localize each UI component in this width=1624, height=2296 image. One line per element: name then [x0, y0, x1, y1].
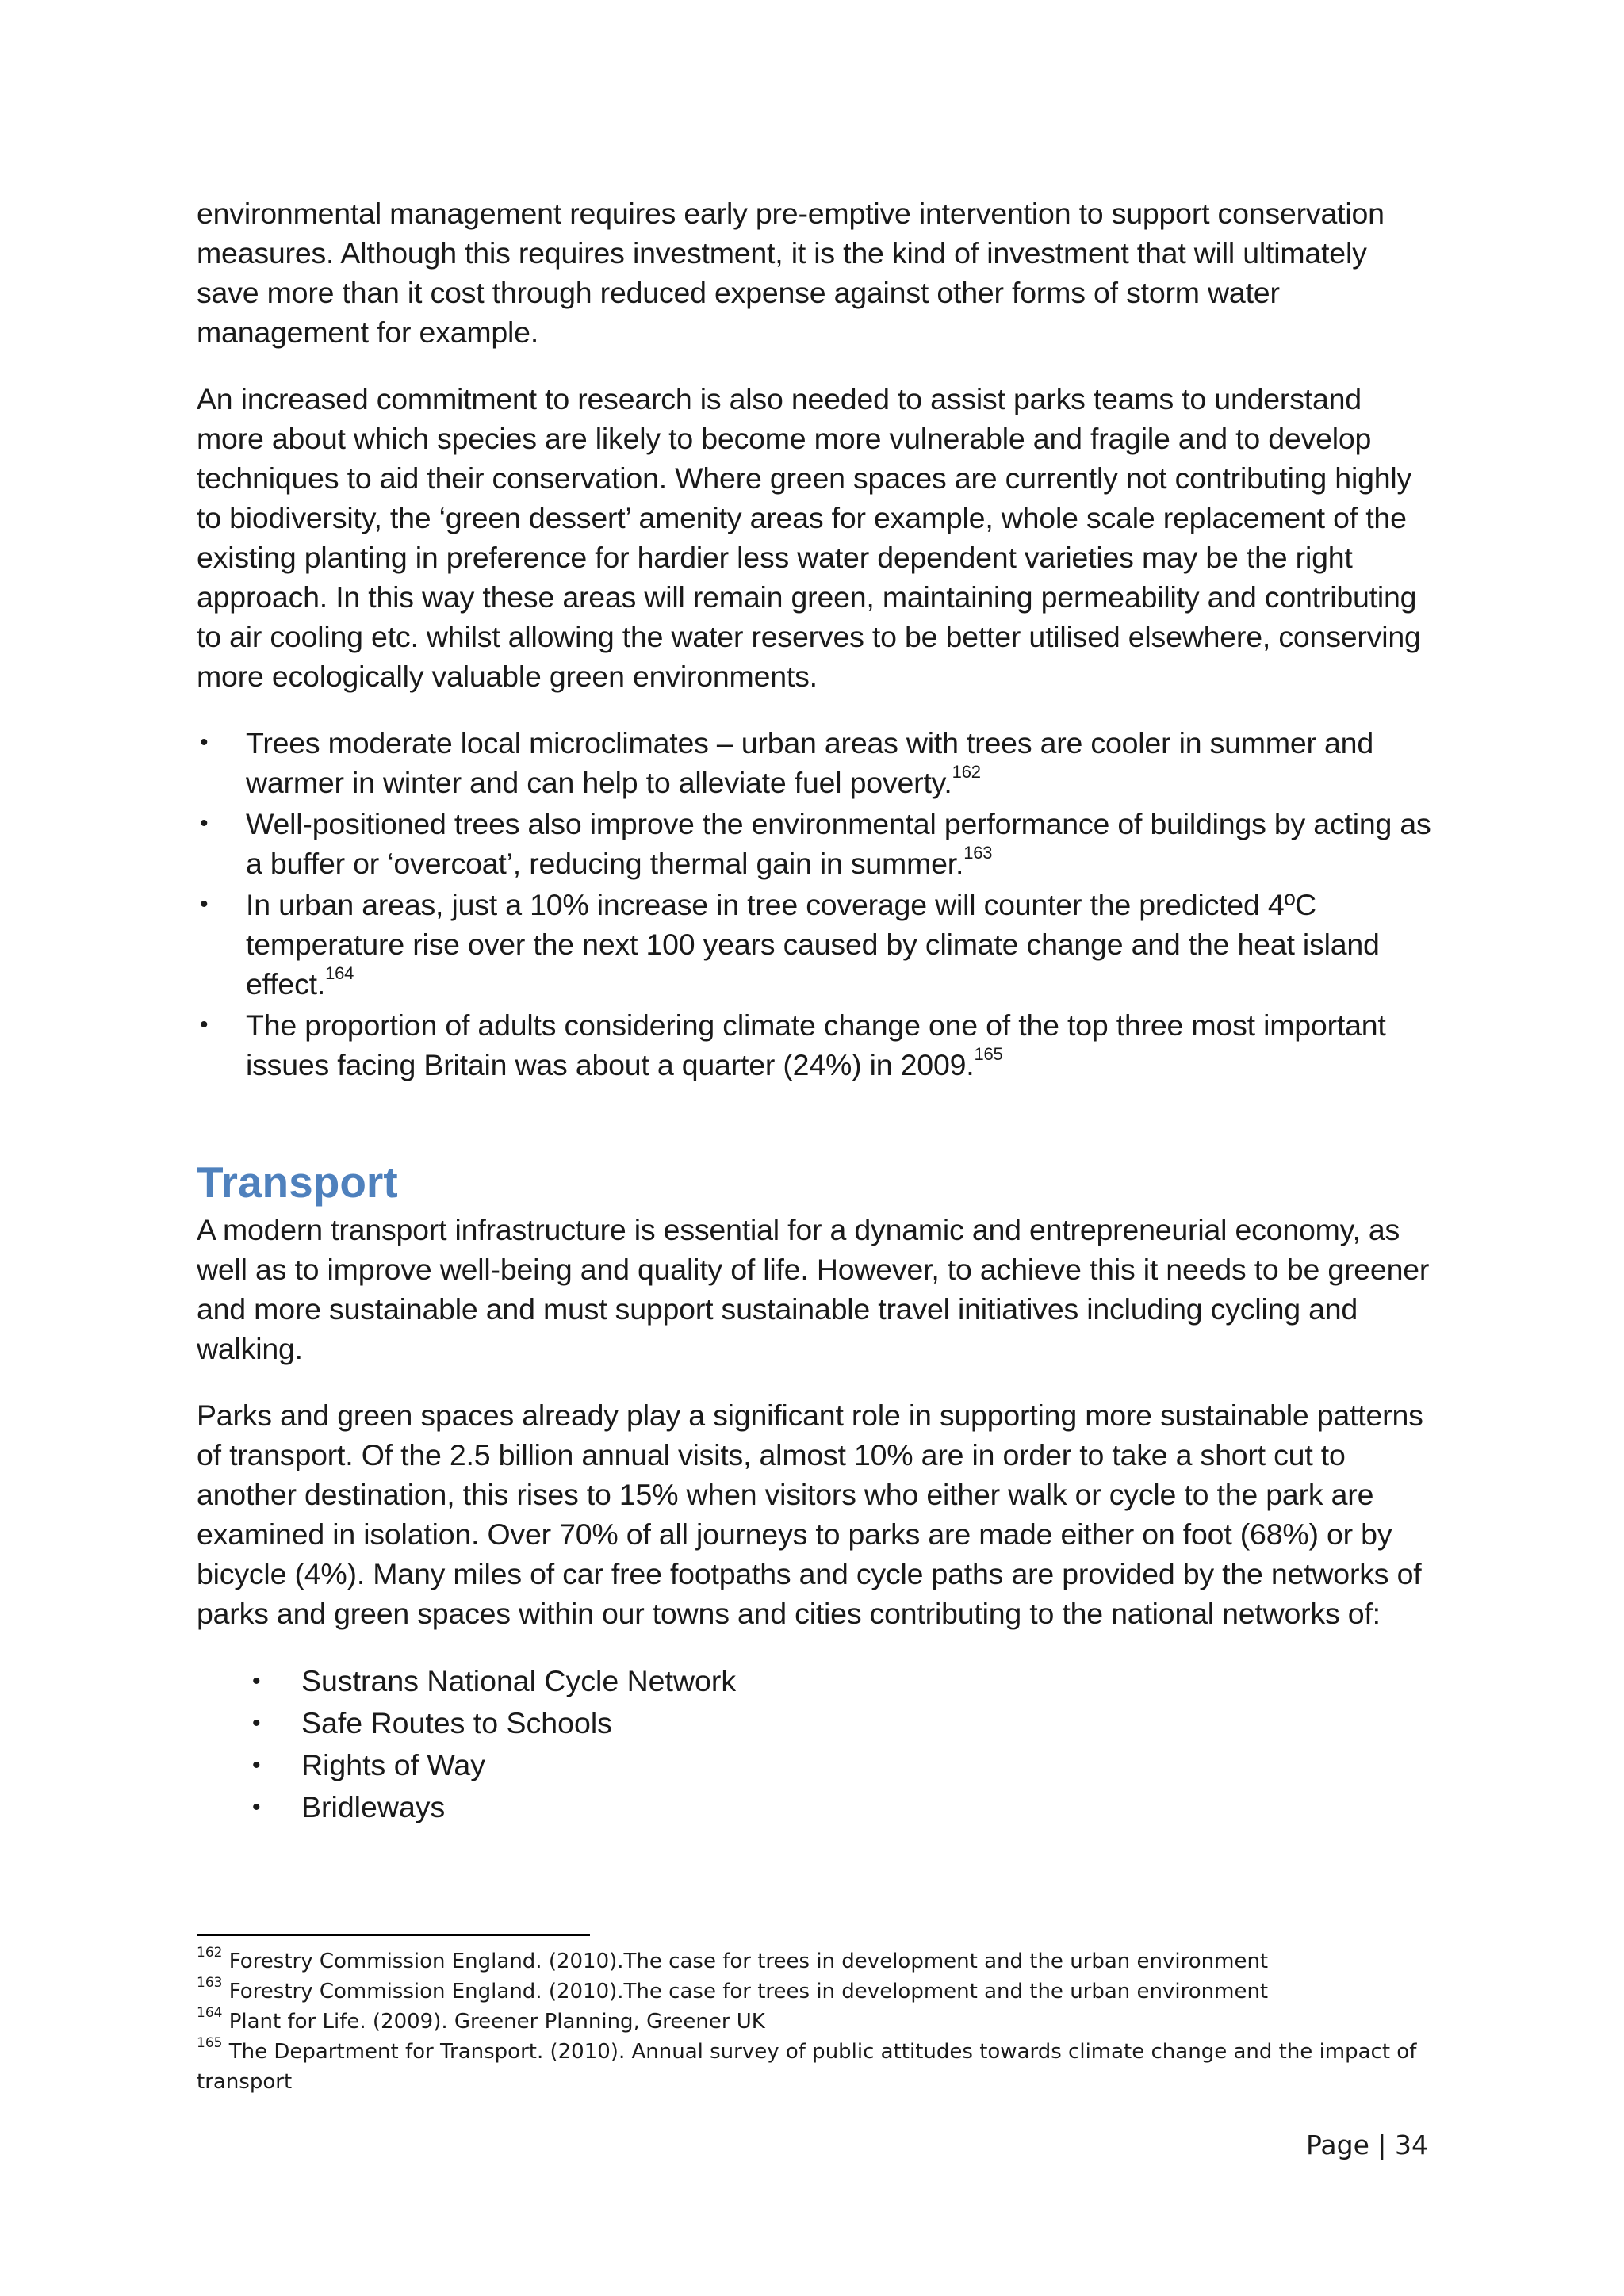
- bullet-icon: •: [200, 891, 209, 917]
- footnote-164: [197, 2007, 1434, 2037]
- bullet-icon: •: [252, 1668, 261, 1694]
- footnote-text: The Department for Transport. (2010). Annual survey of public attitudes towards climate change and the impact of transport: [197, 2040, 1417, 2094]
- network-name: Bridleways: [301, 1790, 446, 1823]
- transport-paragraph-1: A modern transport infrastructure is essential for a dynamic and entrepreneurial economy, as well as to improve well-being and quality of life. However, to achieve this it needs to be greener and more sustainable and must support sustainable travel initiatives including cycling and walking.: [197, 1213, 1430, 1365]
- list-item: [197, 723, 1434, 802]
- bullet-text: Well-positioned trees also improve the environmental performance of buildings by acting as a buffer or ‘overcoat’, reducing thermal gain in summer.: [246, 807, 1431, 880]
- footnote-divider: [197, 1934, 590, 1936]
- footnote-ref: 164: [325, 962, 354, 983]
- bullet-text: Trees moderate local microclimates – urban areas with trees are cooler in summer and warmer in winter and can help to alleviate fuel poverty.: [246, 726, 1373, 799]
- footnote-number: 165: [197, 2035, 223, 2052]
- climate-bullet-list: [197, 723, 1434, 1085]
- footnote-165: [197, 2037, 1434, 2097]
- bullet-icon: •: [200, 810, 209, 836]
- bullet-icon: •: [252, 1710, 261, 1736]
- bullet-icon: •: [252, 1794, 261, 1820]
- list-item: [197, 804, 1434, 883]
- footnote-number: 163: [197, 1975, 223, 1992]
- footnote-ref: 165: [974, 1043, 1003, 1064]
- footnote-text: Forestry Commission England. (2010).The case for trees in development and the urban environment: [228, 1950, 1269, 1973]
- footnotes: [197, 1946, 1434, 2097]
- bullet-text: The proportion of adults considering climate change one of the top three most important issues facing Britain was about a quarter (24%) in 2009.: [246, 1008, 1386, 1081]
- list-item: [197, 1744, 1434, 1786]
- intro-paragraph-2: An increased commitment to research is also needed to assist parks teams to understand more about which species are likely to become more vulnerable and fragile and to develop techniques to aid their conservation. Where green spaces are currently not contributing highly to biodiversity, the ‘green dessert’ amenity areas for example, whole scale replacement of the existing planting in preference for hardier less water dependent varieties may be the right approach. In this way these areas will remain green, maintaining permeability and contributing to air cooling etc. whilst allowing the water reserves to be better utilised elsewhere, conserving more ecologically valuable green environments.: [197, 382, 1421, 693]
- intro-paragraph-1: environmental management requires early pre-emptive intervention to support conservation measures. Although this requires investment, it is the kind of investment that will ultimately save more than it cost through reduced expense against other forms of storm water management for example.: [197, 197, 1385, 349]
- list-item: [197, 1660, 1434, 1702]
- page-body: [197, 193, 1434, 1828]
- page-number: Page | 34: [1306, 2130, 1428, 2160]
- network-name: Rights of Way: [301, 1748, 486, 1781]
- section-heading-transport: Transport: [197, 1158, 398, 1207]
- network-name: Sustrans National Cycle Network: [301, 1664, 737, 1697]
- list-item: [197, 1702, 1434, 1744]
- bullet-text: In urban areas, just a 10% increase in tree coverage will counter the predicted 4ºC temperature rise over the next 100 years caused by climate change and the heat island effect.: [246, 888, 1380, 1001]
- footnote-text: Plant for Life. (2009). Greener Planning, Greener UK: [228, 2010, 765, 2034]
- footnote-number: 162: [197, 1945, 223, 1961]
- bullet-icon: •: [252, 1752, 261, 1778]
- footnote-number: 164: [197, 2005, 223, 2022]
- footnote-ref: 163: [963, 842, 993, 863]
- list-item: [197, 1786, 1434, 1828]
- bullet-icon: •: [200, 729, 209, 756]
- footnote-text: Forestry Commission England. (2010).The case for trees in development and the urban environment: [228, 1980, 1269, 2003]
- footnote-163: [197, 1976, 1434, 2007]
- footnote-ref: 162: [952, 761, 981, 782]
- footnote-162: [197, 1946, 1434, 1976]
- list-item: [197, 885, 1434, 1004]
- transport-paragraph-2: Parks and green spaces already play a significant role in supporting more sustainable patterns of transport. Of the 2.5 billion annual visits, almost 10% are in order to take a short cut to another destination, this rises to 15% when visitors who either walk or cycle to the park are examined in isolation. Over 70% of all journeys to parks are made either on foot (68%) or by bicycle (4%). Many miles of car free footpaths and cycle paths are provided by the networks of parks and green spaces within our towns and cities contributing to the national networks of:: [197, 1399, 1423, 1630]
- network-list: [197, 1660, 1434, 1828]
- bullet-icon: •: [200, 1012, 209, 1038]
- network-name: Safe Routes to Schools: [301, 1706, 612, 1739]
- list-item: [197, 1005, 1434, 1085]
